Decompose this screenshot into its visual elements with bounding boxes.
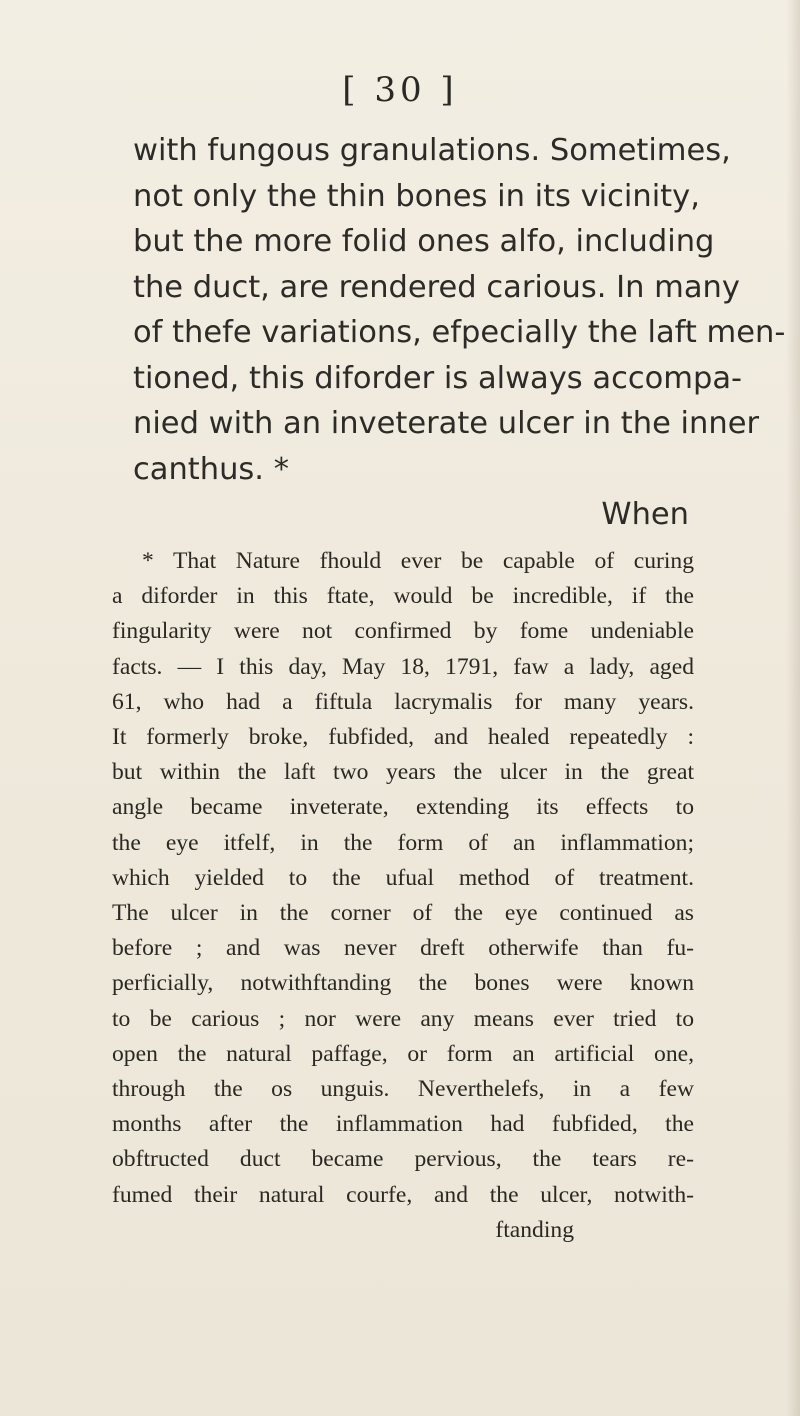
main-text-line: but the more folid ones alfo, including	[133, 224, 715, 259]
footnote-line: fumed their natural courfe, and the ulcer, notwith-	[112, 1181, 694, 1208]
footnote-catchword: ftanding	[495, 1216, 574, 1243]
footnote-line: It formerly broke, fubfided, and healed repeatedly :	[112, 724, 694, 751]
footnote-line: fingularity were not confirmed by fome undeniable	[112, 618, 694, 645]
footnote-line: * That Nature fhould ever be capable of curing	[142, 548, 694, 574]
main-text-block	[133, 128, 786, 538]
footnote-line: a diforder in this ftate, would be incredible, if the	[112, 583, 694, 610]
main-text-line: nied with an inveterate ulcer in the inner	[133, 406, 759, 441]
catchword: When	[601, 497, 689, 532]
main-text-line: not only the thin bones in its vicinity,	[133, 178, 700, 214]
footnote-line: perficially, notwithftanding the bones were known	[112, 970, 694, 997]
footnote-line: the eye itfelf, in the form of an inflammation;	[112, 829, 694, 856]
footnote-line: before ; and was never dreft otherwife than fu-	[112, 935, 694, 962]
footnote-line: 61, who had a fiftula lacrymalis for many years.	[112, 688, 694, 715]
main-text-line: the duct, are rendered carious. In many	[133, 269, 740, 305]
main-text-line: canthus. *	[133, 451, 289, 487]
main-text-line: with fungous granulations. Sometimes,	[133, 133, 731, 168]
footnote-line: The ulcer in the corner of the eye continued as	[112, 900, 694, 927]
footnote-line: through the os unguis. Neverthelefs, in a few	[112, 1076, 694, 1103]
footnote-line: months after the inflammation had fubfided, the	[112, 1111, 694, 1138]
footnote-block	[112, 544, 694, 1248]
footnote-line: to be carious ; nor were any means ever tried to	[112, 1005, 694, 1032]
footnote-line: which yielded to the ufual method of treatment.	[112, 864, 694, 891]
main-text-line: of thefe variations, efpecially the laft men-	[133, 315, 786, 350]
main-text-line: tioned, this diforder is always accompa-	[133, 360, 743, 396]
page-edge-shadow	[786, 0, 800, 1416]
footnote-line: but within the laft two years the ulcer in the great	[112, 759, 694, 786]
footnote-line: obftructed duct became pervious, the tears re-	[112, 1146, 694, 1173]
footnote-line: angle became inveterate, extending its effects to	[112, 794, 694, 821]
page-number: [ 30 ]	[342, 70, 458, 110]
footnote-line: facts. — I this day, May 18, 1791, faw a lady, aged	[112, 653, 694, 680]
footnote-line: open the natural paffage, or form an artificial one,	[112, 1040, 694, 1067]
